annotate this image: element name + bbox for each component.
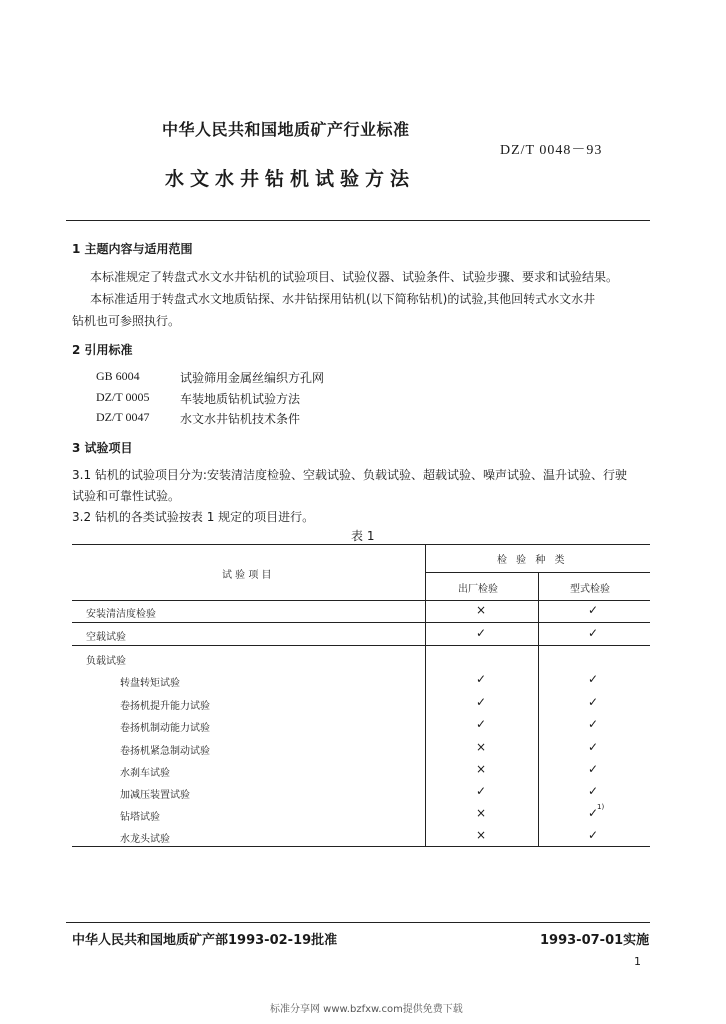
approval-statement: 中华人民共和国地质矿产部1993-02-19批准 xyxy=(72,933,338,948)
column-header-inspection-type: 检 验 种 类 xyxy=(497,555,568,566)
reference-code: DZ/T 0005 xyxy=(96,390,150,404)
table-header-rule xyxy=(72,600,650,601)
table-row-type-mark: ✓ xyxy=(587,740,599,754)
table-row-type-mark: ✓ xyxy=(587,626,599,640)
table-row-type-mark: ✓ xyxy=(587,806,599,820)
column-header-factory: 出厂检验 xyxy=(458,584,498,595)
section-1-paragraph-2: 本标准适用于转盘式水文地质钻探、水井钻探用钻机(以下简称钻机)的试验,其他回转式水文水井 xyxy=(90,292,596,306)
section-3-heading: 3 试验项目 xyxy=(72,441,133,455)
header-rule xyxy=(66,220,650,221)
table-row-type-mark: ✓ xyxy=(587,672,599,686)
standard-code: DZ/T 0048－93 xyxy=(500,143,603,158)
table-row-factory-mark: ✓ xyxy=(475,695,487,709)
table-row-item: 转盘转矩试验 xyxy=(120,678,180,689)
column-header-item: 试 验 项 目 xyxy=(222,570,272,581)
reference-code: DZ/T 0047 xyxy=(96,410,150,424)
reference-title: 试验筛用金属丝编织方孔网 xyxy=(180,371,325,385)
table-row-group: 负载试验 xyxy=(86,656,126,667)
section-2-heading: 2 引用标准 xyxy=(72,343,133,357)
table-row-type-mark: ✓ xyxy=(587,828,599,842)
table-column-rule xyxy=(538,572,539,846)
table-bottom-rule xyxy=(72,846,650,847)
watermark-text: 标准分享网 www.bzfxw.com提供免费下载 xyxy=(270,1004,463,1015)
table-row-item: 水刹车试验 xyxy=(120,768,170,779)
section-1-paragraph-1: 本标准规定了转盘式水文水井钻机的试验项目、试验仪器、试验条件、试验步骤、要求和试验结果。 xyxy=(90,270,619,284)
table-row-type-mark: ✓ xyxy=(587,784,599,798)
table-row-item: 钻塔试验 xyxy=(120,812,160,823)
table-row-item: 加减压装置试验 xyxy=(120,790,190,801)
page-number: 1 xyxy=(634,955,641,968)
table-row-type-mark: ✓ xyxy=(587,762,599,776)
section-1-paragraph-2-cont: 钻机也可参照执行。 xyxy=(72,314,181,328)
table-row-item: 空载试验 xyxy=(86,632,126,643)
document-title: 水文水井钻机试验方法 xyxy=(165,168,416,190)
table-row-item: 卷扬机制动能力试验 xyxy=(120,723,210,734)
issuing-organization: 中华人民共和国地质矿产行业标准 xyxy=(162,120,410,139)
column-header-type-test: 型式检验 xyxy=(570,584,610,595)
table-row-factory-mark: × xyxy=(475,603,487,617)
footer-rule xyxy=(66,922,650,923)
table-row-item: 安装清洁度检验 xyxy=(86,609,156,620)
reference-code: GB 6004 xyxy=(96,369,140,383)
table-row-type-mark: ✓ xyxy=(587,717,599,731)
table-row-item: 卷扬机紧急制动试验 xyxy=(120,746,210,757)
table-row-factory-mark: ✓ xyxy=(475,784,487,798)
table-row-rule xyxy=(72,622,650,623)
section-1-heading: 1 主题内容与适用范围 xyxy=(72,242,193,256)
table-row-item: 水龙头试验 xyxy=(120,834,170,845)
table-footnote-mark: 1) xyxy=(597,803,605,811)
clause-3-1: 3.1 钻机的试验项目分为:安装清洁度检验、空载试验、负载试验、超载试验、噪声试验、温升试验、行驶 xyxy=(72,468,627,482)
table-row-factory-mark: × xyxy=(475,762,487,776)
table-column-rule xyxy=(425,544,426,846)
table-row-item: 卷扬机提升能力试验 xyxy=(120,701,210,712)
table-row-factory-mark: ✓ xyxy=(475,717,487,731)
table-row-type-mark: ✓ xyxy=(587,695,599,709)
table-row-factory-mark: × xyxy=(475,828,487,842)
table-row-factory-mark: × xyxy=(475,806,487,820)
table-row-factory-mark: ✓ xyxy=(475,626,487,640)
table-top-rule xyxy=(72,544,650,545)
table-row-type-mark: ✓ xyxy=(587,603,599,617)
reference-title: 水文水井钻机技术条件 xyxy=(180,412,301,426)
table-row-rule xyxy=(72,645,650,646)
reference-title: 车装地质钻机试验方法 xyxy=(180,392,301,406)
table-row-factory-mark: ✓ xyxy=(475,672,487,686)
table-caption: 表 1 xyxy=(351,529,375,543)
clause-3-2: 3.2 钻机的各类试验按表 1 规定的项目进行。 xyxy=(72,510,315,524)
table-row-factory-mark: × xyxy=(475,740,487,754)
clause-3-1-cont: 试验和可靠性试验。 xyxy=(72,489,181,503)
effective-date: 1993-07-01实施 xyxy=(540,933,650,948)
